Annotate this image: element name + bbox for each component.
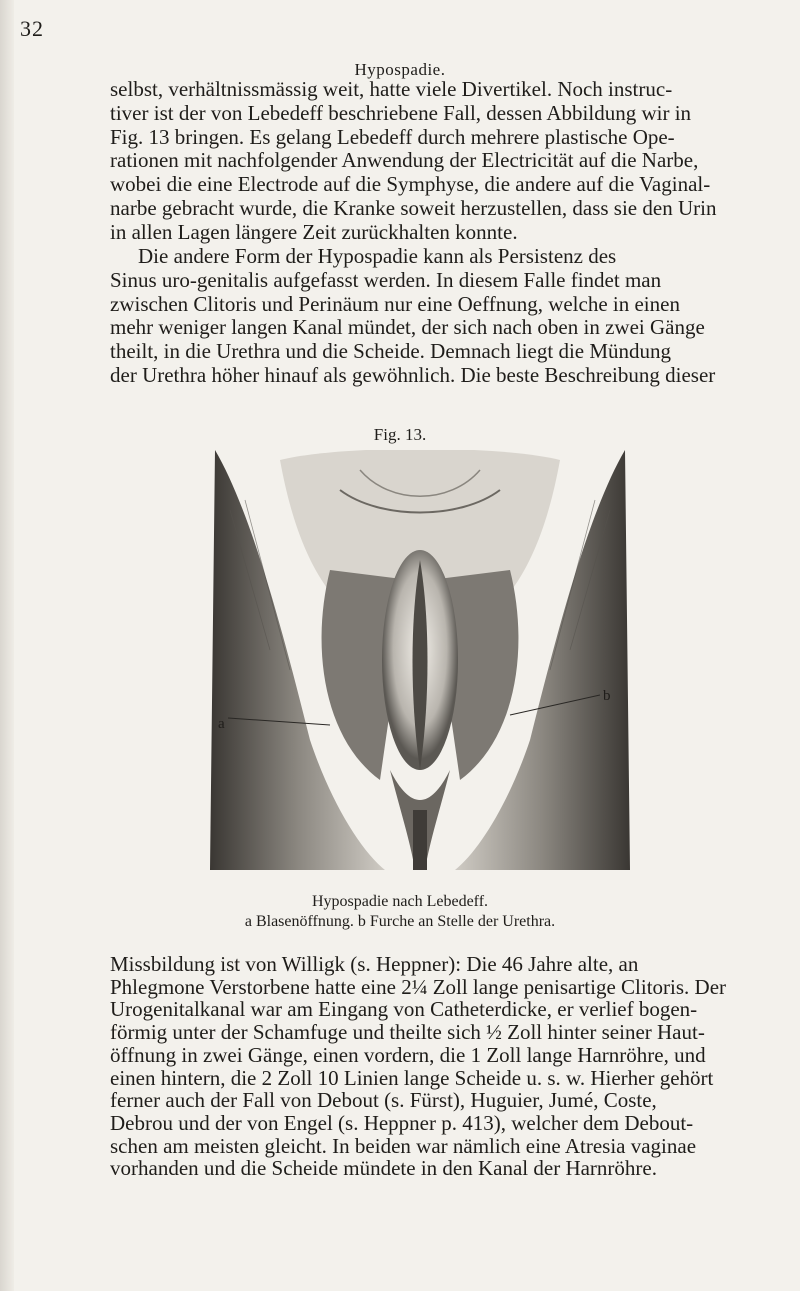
running-head: Hypospadie.: [354, 60, 446, 79]
figure-label-b: b: [603, 688, 611, 704]
text-line: in allen Lagen längere Zeit zurückhalten konnte.: [110, 219, 518, 244]
text-line: Phlegmone Verstorbene hatte eine 2¼ Zoll lange penisartige Clitoris. Der: [110, 974, 727, 999]
figure-caption-legend: a Blasenöffnung. b Furche an Stelle der Urethra.: [244, 913, 556, 930]
figure-title: Fig. 13.: [373, 425, 427, 444]
figure-caption-title: Hypospadie nach Lebedeff.: [311, 893, 489, 910]
page-number: 32: [20, 16, 44, 41]
text-line: rationen mit nachfolgender Anwendung der Electricität auf die Narbe,: [110, 148, 699, 173]
text-line: Debrou und der von Engel (s. Heppner p. 413), welcher dem Debout-: [110, 1110, 694, 1135]
text-line: Missbildung ist von Willigk (s. Heppner): Die 46 Jahre alte, an: [110, 952, 639, 976]
text-line: Die andere Form der Hypospadie kann als Persistenz des: [138, 244, 617, 268]
text-line: wobei die eine Electrode auf die Symphyse, die andere auf die Vaginal-: [110, 172, 711, 197]
text-line: Sinus uro-genitalis aufgefasst werden. In diesem Falle findet man: [110, 267, 662, 292]
figure-label-a: a: [218, 716, 225, 732]
text-line: einen hintern, die 2 Zoll 10 Linien lange Scheide u. s. w. Hierher gehört: [110, 1065, 714, 1090]
instrument-handle: [413, 810, 427, 870]
text-line: mehr weniger langen Kanal mündet, der sich nach oben in zwei Gänge: [110, 315, 705, 340]
paragraph-3: [110, 953, 795, 1180]
text-line: Fig. 13 bringen. Es gelang Lebedeff durch mehrere plastische Ope-: [110, 124, 675, 149]
text-line: öffnung in zwei Gänge, einen vordern, die 1 Zoll lange Harnröhre, und: [110, 1042, 706, 1067]
text-line: schen am meisten gleicht. In beiden war nämlich eine Atresia vaginae: [110, 1133, 697, 1158]
text-line: selbst, verhältnissmässig weit, hatte viele Divertikel. Noch instruc-: [110, 77, 673, 101]
text-line: Urogenitalkanal war am Eingang von Catheterdicke, er verlief bogen-: [110, 997, 698, 1022]
text-line: vorhanden und die Scheide mündete in den Kanal der Harnröhre.: [110, 1156, 657, 1181]
text-line: zwischen Clitoris und Perinäum nur eine Oeffnung, welche in einen: [110, 291, 680, 316]
text-line: narbe gebracht wurde, die Kranke soweit herzustellen, dass sie den Urin: [110, 195, 717, 220]
text-line: förmig unter der Schamfuge und theilte sich ½ Zoll hinter seiner Haut-: [110, 1020, 705, 1045]
paragraph-2: [110, 245, 795, 388]
text-line: theilt, in die Urethra und die Scheide. Demnach liegt die Mündung: [110, 339, 672, 364]
text-line: der Urethra höher hinauf als gewöhnlich. Die beste Beschreibung dieser: [110, 362, 716, 387]
text-line: tiver ist der von Lebedeff beschriebene Fall, dessen Abbildung wir in: [110, 100, 692, 125]
page-edge-shadow: [0, 0, 14, 1291]
anatomical-illustration: [210, 450, 630, 870]
text-line: ferner auch der Fall von Debout (s. Fürst), Huguier, Jumé, Coste,: [110, 1088, 657, 1113]
paragraph-1: [110, 78, 795, 245]
